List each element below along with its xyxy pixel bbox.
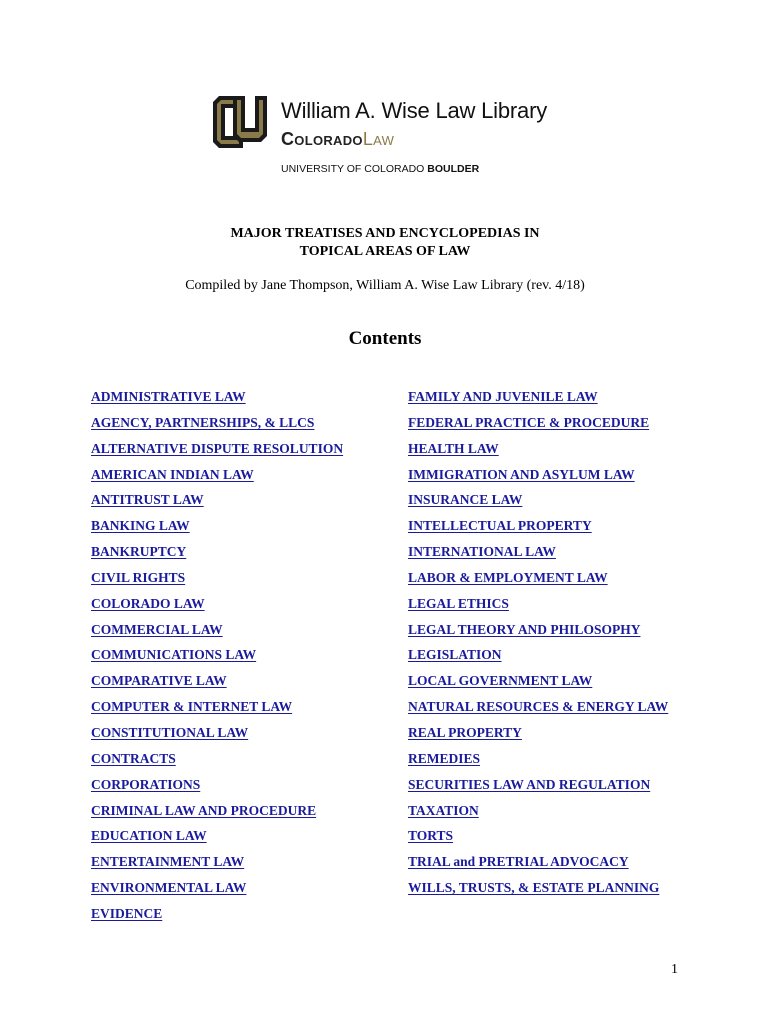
toc-item [408, 697, 668, 723]
toc-link[interactable]: BANKRUPTCY [91, 544, 187, 560]
toc-item [91, 775, 343, 801]
toc-link[interactable]: INTERNATIONAL LAW [408, 544, 556, 560]
compiled-by: Compiled by Jane Thompson, William A. Wise Law Library (rev. 4/18) [185, 278, 585, 293]
cu-logo-icon [209, 92, 271, 152]
toc-link[interactable]: BANKING LAW [91, 518, 190, 534]
toc-item [91, 620, 343, 646]
toc-item [91, 852, 343, 878]
toc-item [408, 801, 668, 827]
toc-link[interactable]: REAL PROPERTY [408, 724, 522, 740]
colorado-word: Colorado [281, 129, 363, 149]
toc-item [408, 516, 668, 542]
toc-item [408, 439, 668, 465]
library-logo [209, 92, 569, 182]
toc-item [408, 490, 668, 516]
university-campus: BOULDER [427, 163, 480, 175]
toc-link[interactable]: CONTRACTS [91, 750, 176, 766]
toc-link[interactable]: LEGAL ETHICS [408, 595, 509, 611]
toc-item [91, 542, 343, 568]
toc-link[interactable]: AMERICAN INDIAN LAW [91, 466, 254, 482]
toc-link[interactable]: INTELLECTUAL PROPERTY [408, 518, 592, 534]
toc-item [91, 904, 343, 930]
toc-item [91, 490, 343, 516]
toc-link[interactable]: COLORADO LAW [91, 595, 205, 611]
toc-link[interactable]: EVIDENCE [91, 905, 163, 921]
toc-left-column [91, 387, 343, 930]
title-line-1: MAJOR TREATISES AND ENCYCLOPEDIAS IN [230, 226, 540, 241]
toc-item [91, 645, 343, 671]
page-number: 1 [671, 962, 678, 977]
toc-link[interactable]: ADMINISTRATIVE LAW [91, 389, 246, 404]
toc-link[interactable]: NATURAL RESOURCES & ENERGY LAW [408, 699, 669, 715]
toc-link[interactable]: INSURANCE LAW [408, 492, 523, 508]
toc-item [91, 594, 343, 620]
toc-link[interactable]: REMEDIES [408, 750, 481, 766]
toc-link[interactable]: WILLS, TRUSTS, & ESTATE PLANNING [408, 880, 660, 896]
toc-link[interactable]: ALTERNATIVE DISPUTE RESOLUTION [91, 440, 344, 456]
toc-link[interactable]: CONSTITUTIONAL LAW [91, 724, 249, 740]
toc-item [91, 671, 343, 697]
document-title [0, 225, 770, 261]
law-word: Law [362, 129, 395, 149]
university-name: UNIVERSITY OF COLORADO [281, 163, 425, 175]
toc-link[interactable]: COMPUTER & INTERNET LAW [91, 699, 293, 715]
library-name: William A. Wise Law Library [281, 98, 547, 123]
toc-item [91, 516, 343, 542]
toc-link[interactable]: EDUCATION LAW [91, 828, 207, 844]
toc-link[interactable]: ANTITRUST LAW [91, 492, 204, 508]
toc-right-column [408, 387, 668, 904]
toc-item [91, 439, 343, 465]
toc-link[interactable]: FEDERAL PRACTICE & PROCEDURE [408, 414, 650, 430]
toc-item [408, 568, 668, 594]
toc-link[interactable]: FAMILY AND JUVENILE LAW [408, 389, 598, 404]
toc-link[interactable]: COMMERCIAL LAW [91, 621, 223, 637]
toc-item [408, 645, 668, 671]
toc-item [408, 465, 668, 491]
toc-item [408, 594, 668, 620]
toc-item [91, 568, 343, 594]
toc-item [408, 387, 668, 413]
toc-link[interactable]: LOCAL GOVERNMENT LAW [408, 673, 593, 689]
toc-link[interactable]: AGENCY, PARTNERSHIPS, & LLCS [91, 414, 315, 430]
toc-link[interactable]: CRIMINAL LAW AND PROCEDURE [91, 802, 317, 818]
title-line-2: TOPICAL AREAS OF LAW [299, 244, 471, 259]
toc-item [408, 723, 668, 749]
toc-link[interactable]: COMMUNICATIONS LAW [91, 647, 257, 663]
toc-item [408, 852, 668, 878]
toc-item [408, 826, 668, 852]
toc-link[interactable]: LEGISLATION [408, 647, 502, 663]
toc-link[interactable]: TRIAL and PRETRIAL ADVOCACY [408, 854, 629, 870]
toc-item [408, 878, 668, 904]
toc-item [91, 697, 343, 723]
toc-link[interactable]: COMPARATIVE LAW [91, 673, 227, 689]
toc-link[interactable]: ENVIRONMENTAL LAW [91, 880, 247, 896]
toc-link[interactable]: ENTERTAINMENT LAW [91, 854, 245, 870]
toc-link[interactable]: LEGAL THEORY AND PHILOSOPHY [408, 621, 641, 637]
toc-item [408, 542, 668, 568]
contents-heading: Contents [348, 328, 422, 349]
toc-item [408, 775, 668, 801]
toc-link[interactable]: LABOR & EMPLOYMENT LAW [408, 569, 608, 585]
toc-link[interactable]: TAXATION [408, 802, 479, 818]
toc-item [91, 723, 343, 749]
toc-item [408, 671, 668, 697]
toc-item [91, 826, 343, 852]
university-line [281, 162, 479, 176]
toc-item [408, 413, 668, 439]
toc-item [91, 878, 343, 904]
toc-item [91, 801, 343, 827]
toc-link[interactable]: HEALTH LAW [408, 440, 499, 456]
toc-item [91, 387, 343, 413]
toc-item [408, 620, 668, 646]
toc-link[interactable]: CIVIL RIGHTS [91, 569, 186, 585]
toc-link[interactable]: SECURITIES LAW AND REGULATION [408, 776, 651, 792]
toc-item [408, 749, 668, 775]
toc-link[interactable]: IMMIGRATION AND ASYLUM LAW [408, 466, 635, 482]
toc-item [91, 413, 343, 439]
colorado-law-wordmark [281, 128, 394, 150]
toc-item [91, 749, 343, 775]
toc-link[interactable]: CORPORATIONS [91, 776, 201, 792]
toc-link[interactable]: TORTS [408, 828, 454, 844]
toc-item [91, 465, 343, 491]
